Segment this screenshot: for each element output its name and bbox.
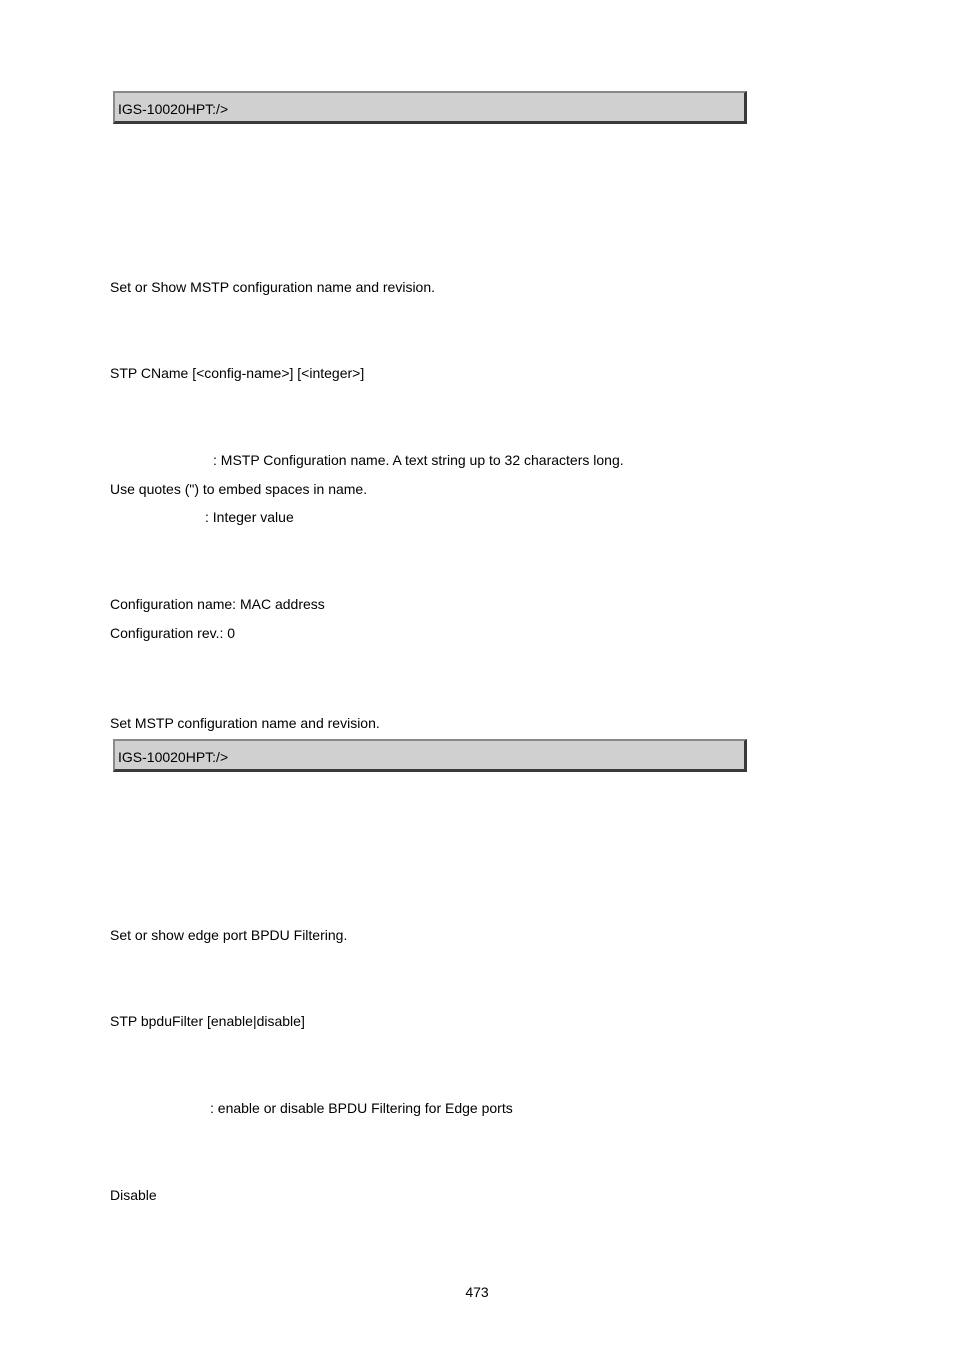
- example-description: Set MSTP configuration name and revision.: [110, 715, 380, 731]
- section2-syntax: STP bpduFilter [enable|disable]: [110, 1013, 305, 1029]
- default-config-rev: Configuration rev.: 0: [110, 625, 236, 641]
- section1-description: Set or Show MSTP configuration name and revision.: [110, 279, 436, 295]
- cli-example-box-1: [113, 91, 747, 124]
- section2-default: Disable: [110, 1187, 157, 1203]
- section2-param-desc: : enable or disable BPDU Filtering for Edge ports: [210, 1100, 513, 1116]
- param-config-name-desc-cont: Use quotes (") to embed spaces in name.: [110, 481, 368, 497]
- param-config-name-desc: : MSTP Configuration name. A text string up to 32 characters long.: [213, 452, 624, 468]
- section1-syntax: STP CName [<config-name>] [<integer>]: [110, 365, 365, 381]
- section2-description: Set or show edge port BPDU Filtering.: [110, 927, 348, 943]
- default-config-name: Configuration name: MAC address: [110, 596, 325, 612]
- cli-prompt: IGS-10020HPT:/>: [118, 101, 229, 117]
- cli-prompt: IGS-10020HPT:/>: [118, 749, 229, 765]
- cli-example-box-2: [113, 739, 747, 772]
- param-integer-desc: : Integer value: [205, 509, 294, 525]
- page-number: 473: [465, 1284, 489, 1300]
